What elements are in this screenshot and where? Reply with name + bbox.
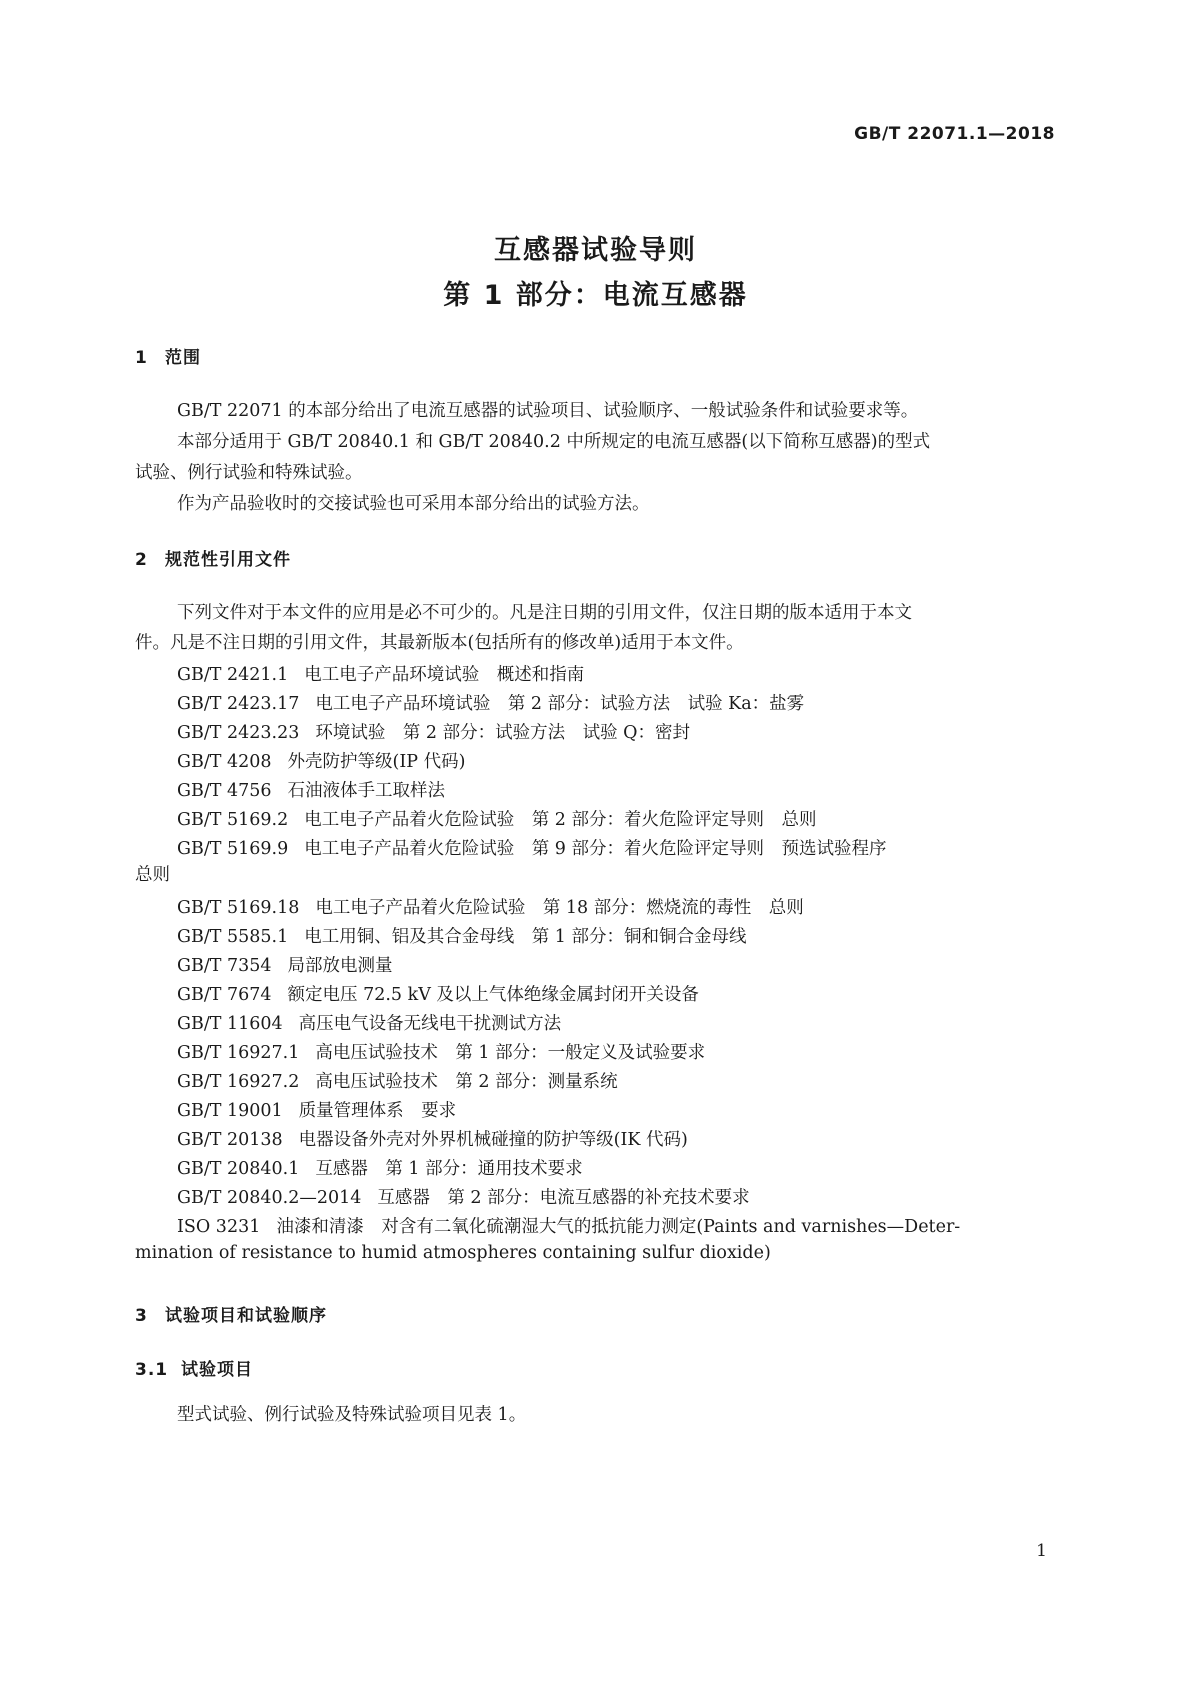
reference-code: GB/T 7674 — [177, 985, 272, 1005]
paragraph-continuation: 试验、例行试验和特殊试验。 — [135, 463, 363, 483]
reference-title: 外壳防护等级(IP 代码) — [287, 752, 466, 772]
section-number: 1 — [135, 348, 148, 368]
reference-item — [177, 1155, 583, 1180]
reference-item — [177, 1039, 705, 1064]
reference-item — [177, 894, 804, 919]
reference-item — [177, 1068, 618, 1093]
reference-code: GB/T 20840.1 — [177, 1159, 300, 1179]
reference-code: GB/T 7354 — [177, 956, 272, 976]
section-number: 2 — [135, 550, 148, 570]
reference-item — [177, 923, 746, 948]
paragraph: 作为产品验收时的交接试验也可采用本部分给出的试验方法。 — [177, 494, 650, 514]
subsection-3-1-heading — [135, 1355, 253, 1380]
reference-title: 电工电子产品环境试验 概述和指南 — [304, 665, 585, 685]
reference-title: 互感器 第 1 部分：通用技术要求 — [315, 1159, 583, 1179]
section-title: 范围 — [165, 348, 201, 368]
reference-code: GB/T 2423.17 — [177, 694, 300, 714]
reference-title: 局部放电测量 — [287, 956, 393, 976]
reference-item — [177, 981, 699, 1006]
paragraph: 本部分适用于 GB/T 20840.1 和 GB/T 20840.2 中所规定的电流互感器(以下简称互感器)的型式 — [177, 432, 931, 452]
reference-code: GB/T 11604 — [177, 1014, 283, 1034]
reference-title: 高电压试验技术 第 1 部分：一般定义及试验要求 — [315, 1043, 706, 1063]
standard-number: GB/T 22071.1—2018 — [854, 124, 1055, 144]
reference-code: GB/T 5169.18 — [177, 898, 300, 918]
reference-code: GB/T 2421.1 — [177, 665, 289, 685]
reference-continuation: 总则 — [135, 865, 170, 885]
reference-item — [177, 748, 465, 773]
page-number: 1 — [1036, 1541, 1047, 1561]
reference-item — [177, 835, 886, 860]
reference-title: 电工电子产品着火危险试验 第 9 部分：着火危险评定导则 预选试验程序 — [304, 839, 887, 859]
reference-title: 高电压试验技术 第 2 部分：测量系统 — [315, 1072, 618, 1092]
reference-title: 互感器 第 2 部分：电流互感器的补充技术要求 — [377, 1188, 750, 1208]
document-title: 互感器试验导则 — [494, 235, 697, 266]
reference-title: 环境试验 第 2 部分：试验方法 试验 Q：密封 — [315, 723, 691, 743]
reference-code: GB/T 4208 — [177, 752, 272, 772]
reference-item — [177, 690, 804, 715]
reference-item — [177, 1184, 750, 1209]
section-title: 试验项目和试验顺序 — [165, 1306, 327, 1326]
reference-code: GB/T 4756 — [177, 781, 272, 801]
reference-code: GB/T 5169.2 — [177, 810, 289, 830]
reference-item — [177, 1213, 960, 1238]
paragraph: GB/T 22071 的本部分给出了电流互感器的试验项目、试验顺序、一般试验条件和试验要求等。 — [177, 401, 919, 421]
section-title: 规范性引用文件 — [165, 550, 291, 570]
reference-item — [177, 661, 584, 686]
paragraph: 下列文件对于本文件的应用是必不可少的。凡是注日期的引用文件，仅注日期的版本适用于本文 — [177, 603, 912, 623]
reference-code: GB/T 19001 — [177, 1101, 283, 1121]
document-subtitle: 第 1 部分：电流互感器 — [443, 280, 748, 311]
reference-title: 电工电子产品着火危险试验 第 2 部分：着火危险评定导则 总则 — [304, 810, 817, 830]
reference-title: 质量管理体系 要求 — [298, 1101, 457, 1121]
section-number: 3.1 — [135, 1360, 169, 1380]
reference-title: 额定电压 72.5 kV 及以上气体绝缘金属封闭开关设备 — [287, 985, 699, 1005]
section-number: 3 — [135, 1306, 148, 1326]
reference-code: GB/T 5169.9 — [177, 839, 289, 859]
reference-title: 电工用铜、铝及其合金母线 第 1 部分：铜和铜合金母线 — [304, 927, 747, 947]
reference-title: 高压电气设备无线电干扰测试方法 — [298, 1014, 562, 1034]
reference-item — [177, 806, 816, 831]
reference-title: 石油液体手工取样法 — [287, 781, 446, 801]
reference-code: GB/T 20840.2—2014 — [177, 1188, 362, 1208]
reference-item — [177, 1010, 561, 1035]
reference-code: GB/T 16927.2 — [177, 1072, 300, 1092]
reference-code: GB/T 2423.23 — [177, 723, 300, 743]
reference-item — [177, 719, 690, 744]
reference-item — [177, 1097, 456, 1122]
reference-item — [177, 952, 393, 977]
section-title: 试验项目 — [181, 1360, 253, 1380]
reference-title: 电器设备外壳对外界机械碰撞的防护等级(IK 代码) — [298, 1130, 688, 1150]
reference-continuation: mination of resistance to humid atmospheres containing sulfur dioxide) — [135, 1243, 771, 1263]
section-1-heading — [135, 343, 201, 368]
reference-code: GB/T 5585.1 — [177, 927, 289, 947]
reference-title: 电工电子产品着火危险试验 第 18 部分：燃烧流的毒性 总则 — [315, 898, 804, 918]
paragraph: 型式试验、例行试验及特殊试验项目见表 1。 — [177, 1405, 527, 1425]
reference-item — [177, 777, 445, 802]
paragraph-continuation: 件。凡是不注日期的引用文件，其最新版本(包括所有的修改单)适用于本文件。 — [135, 633, 744, 653]
reference-code: GB/T 16927.1 — [177, 1043, 300, 1063]
reference-item — [177, 1126, 688, 1151]
section-3-heading — [135, 1301, 327, 1326]
reference-code: GB/T 20138 — [177, 1130, 283, 1150]
reference-title: 油漆和清漆 对含有二氧化硫潮湿大气的抵抗能力测定(Paints and varnishes—Deter- — [276, 1217, 961, 1237]
reference-title: 电工电子产品环境试验 第 2 部分：试验方法 试验 Ka：盐雾 — [315, 694, 805, 714]
section-2-heading — [135, 545, 291, 570]
reference-code: ISO 3231 — [177, 1217, 261, 1237]
